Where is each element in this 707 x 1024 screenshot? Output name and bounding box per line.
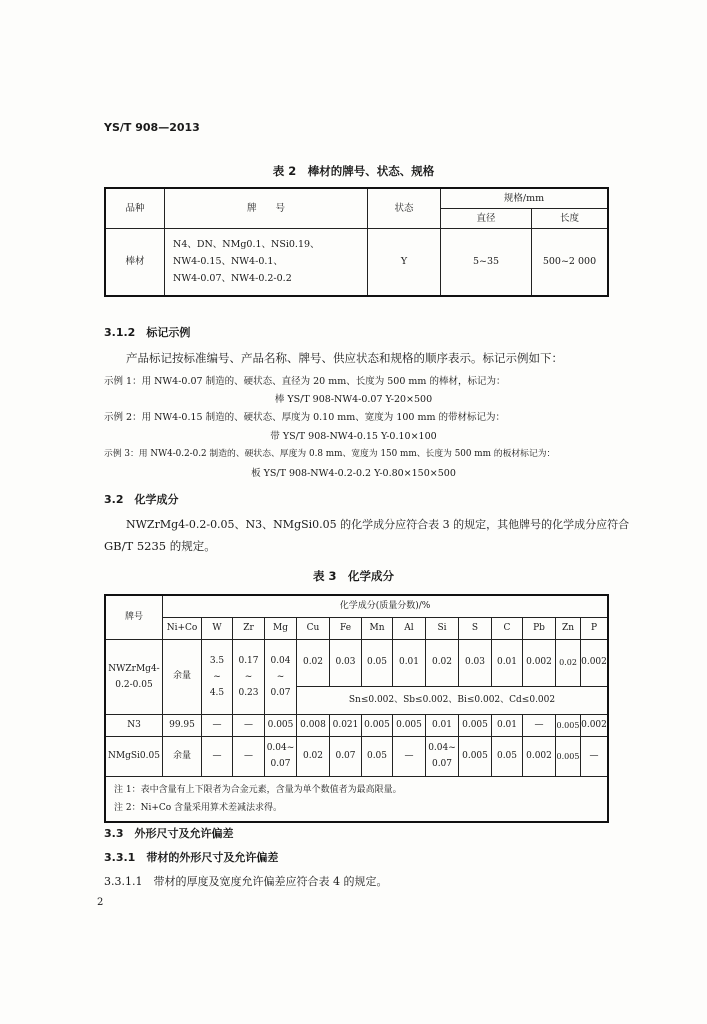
table2-header-spec: 规格/mm [441,188,609,208]
table3-header-group: 化学成分(质量分数)/% [163,595,609,617]
table3-nmgsi-nico: 余量 [163,736,202,776]
table3-nmgsi-si: 0.04~ 0.07 [426,736,459,776]
table3-nwzr-al: 0.01 [393,639,426,686]
table3-notes [105,776,608,822]
table2-grades [165,228,368,296]
table3-col-al: Al [393,617,426,639]
table3-col-pb: Pb [523,617,556,639]
table3-nmgsi-mn: 0.05 [362,736,393,776]
table3-n3-zr: — [233,714,265,736]
table3-n3-c: 0.01 [492,714,523,736]
range-sep: ~ [276,671,285,682]
table3-n3-mg: 0.005 [265,714,297,736]
table3-nmgsi-fe: 0.07 [330,736,362,776]
table3-col-c: C [492,617,523,639]
range-max: 0.23 [238,687,259,698]
range-sep: ~ [213,671,221,682]
table3-n3-si: 0.01 [426,714,459,736]
section-3-3-1-1-text: 3.3.1.1 带材的厚度及宽度允许偏差应符合表 4 的规定。 [104,875,388,888]
range-min: 3.5 [209,655,225,666]
example-2: 示例 2：用 NW4-0.15 制造的、硬状态、厚度为 0.10 mm、宽度为 100 mm 的带材标记为： [104,412,506,423]
table2-diameter: 5~35 [441,228,532,296]
table3-col-zn: Zn [556,617,581,639]
table3-nmgsi-pb: 0.002 [523,736,556,776]
section-3-2-line1: NWZrMg4-0.2-0.05、N3、NMgSi0.05 的化学成分应符合表 3 的规定，其他牌号的化学成分应符合 [126,518,630,531]
section-3-2-line2: GB/T 5235 的规定。 [104,539,216,553]
table3-nwzr-c: 0.01 [492,639,523,686]
table3-col-fe: Fe [330,617,362,639]
table3-nwzr-nico: 余量 [163,639,202,714]
table3-nmgsi-w: — [202,736,233,776]
example-1: 示例 1：用 NW4-0.07 制造的、硬状态、直径为 20 mm、长度为 500 mm 的棒材，标记为： [104,376,506,387]
section-3-3-1-title: 3.3.1 带材的外形尺寸及允许偏差 [104,851,279,864]
table3-header-grade: 牌号 [105,595,163,639]
example-1-mark: 棒 YS/T 908-NW4-0.07 Y-20×500 [274,394,433,405]
table3-col-mg: Mg [265,617,297,639]
table3-caption: 表 3 化学成分 [312,569,394,583]
table2-state: Y [368,228,441,296]
table2-caption: 表 2 棒材的牌号、状态、规格 [272,164,435,178]
table3-note: 注 2：Ni+Co 含量采用算术差减法求得。 [114,802,283,813]
table3-nwzr-trace: Sn≤0.002、Sb≤0.002、Bi≤0.002、Cd≤0.002 [297,686,609,714]
table3-n3-zn: 0.005 [556,714,581,736]
table3-note: 注 1：表中含量有上下限者为合金元素，含量为单个数值者为最高限量。 [114,784,402,795]
table3-nwzr-zr [233,639,265,714]
range-max: 0.07 [270,687,291,698]
table2-variety: 棒材 [105,228,165,296]
range-min: 0.04 [270,655,291,666]
table3-n3-fe: 0.021 [330,714,362,736]
example-2-mark: 带 YS/T 908-NW4-0.15 Y-0.10×100 [270,431,437,442]
table2-header-grade: 牌 号 [165,188,368,228]
table3-nmgsi-zn: 0.005 [556,736,581,776]
table3-col-si: Si [426,617,459,639]
table3-nwzr-cu: 0.02 [297,639,330,686]
table3-col-zr: Zr [233,617,265,639]
range-min: 0.17 [238,655,259,666]
table2-header-state: 状态 [368,188,441,228]
table3-nwzr-name: NWZrMg4-0.2-0.05 [105,639,163,714]
table3-n3-nico: 99.95 [163,714,202,736]
table3-col-w: W [202,617,233,639]
table3-n3-w: — [202,714,233,736]
table3-n3-p: 0.002 [581,714,609,736]
section-3-1-2-title: 3.1.2 标记示例 [104,326,191,339]
section-3-2-title: 3.2 化学成分 [104,493,179,506]
table3-nmgsi-s: 0.005 [459,736,492,776]
table3-nwzr-zn: 0.02 [556,639,581,686]
table3-col-p: P [581,617,609,639]
table3-nmgsi-c: 0.05 [492,736,523,776]
table3-nwzr-pb: 0.002 [523,639,556,686]
section-3-3-title: 3.3 外形尺寸及允许偏差 [104,827,234,840]
table3-nmgsi-zr: — [233,736,265,776]
page-number: 2 [97,897,104,908]
table3-nwzr-mg [265,639,297,714]
range-sep: ~ [244,671,253,682]
table3-col-cu: Cu [297,617,330,639]
table2 [104,187,609,297]
table3-nwzr-si: 0.02 [426,639,459,686]
table2-grade-line: NW4-0.07、NW4-0.2-0.2 [173,273,292,285]
table2-grade-line: NW4-0.15、NW4-0.1、 [173,256,283,268]
range-max: 4.5 [209,687,225,698]
table2-grade-line: N4、DN、NMg0.1、NSi0.19、 [173,239,320,251]
table3-col-s: S [459,617,492,639]
table3-n3-cu: 0.008 [297,714,330,736]
table3-nmgsi-al: — [393,736,426,776]
example-3: 示例 3：用 NW4-0.2-0.2 制造的、硬状态、厚度为 0.8 mm、宽度为 150 mm、长度为 500 mm 的板材标记为： [104,449,556,459]
table3-nwzr-s: 0.03 [459,639,492,686]
standard-id: YS/T 908—2013 [104,121,200,134]
table3-nmgsi-name: NMgSi0.05 [105,736,163,776]
table3 [104,594,609,823]
table3-nwzr-w [202,639,233,714]
table3-n3-mn: 0.005 [362,714,393,736]
table2-header-diameter: 直径 [441,208,532,228]
table3-col-nico: Ni+Co [163,617,202,639]
table2-length: 500~2 000 [532,228,609,296]
table3-nmgsi-cu: 0.02 [297,736,330,776]
table3-n3-name: N3 [105,714,163,736]
table3-nmgsi-p: — [581,736,609,776]
table3-col-mn: Mn [362,617,393,639]
table3-nmgsi-mg: 0.04~ 0.07 [265,736,297,776]
table3-nwzr-fe: 0.03 [330,639,362,686]
example-3-mark: 板 YS/T 908-NW4-0.2-0.2 Y-0.80×150×500 [251,468,456,479]
table3-n3-al: 0.005 [393,714,426,736]
table2-header-length: 长度 [532,208,609,228]
section-3-1-2-intro: 产品标记按标准编号、产品名称、牌号、供应状态和规格的顺序表示。标记示例如下： [126,351,563,365]
table2-header-variety: 品种 [105,188,165,228]
table3-nwzr-mn: 0.05 [362,639,393,686]
table3-nwzr-p: 0.002 [581,639,609,686]
table3-n3-pb: — [523,714,556,736]
table3-n3-s: 0.005 [459,714,492,736]
